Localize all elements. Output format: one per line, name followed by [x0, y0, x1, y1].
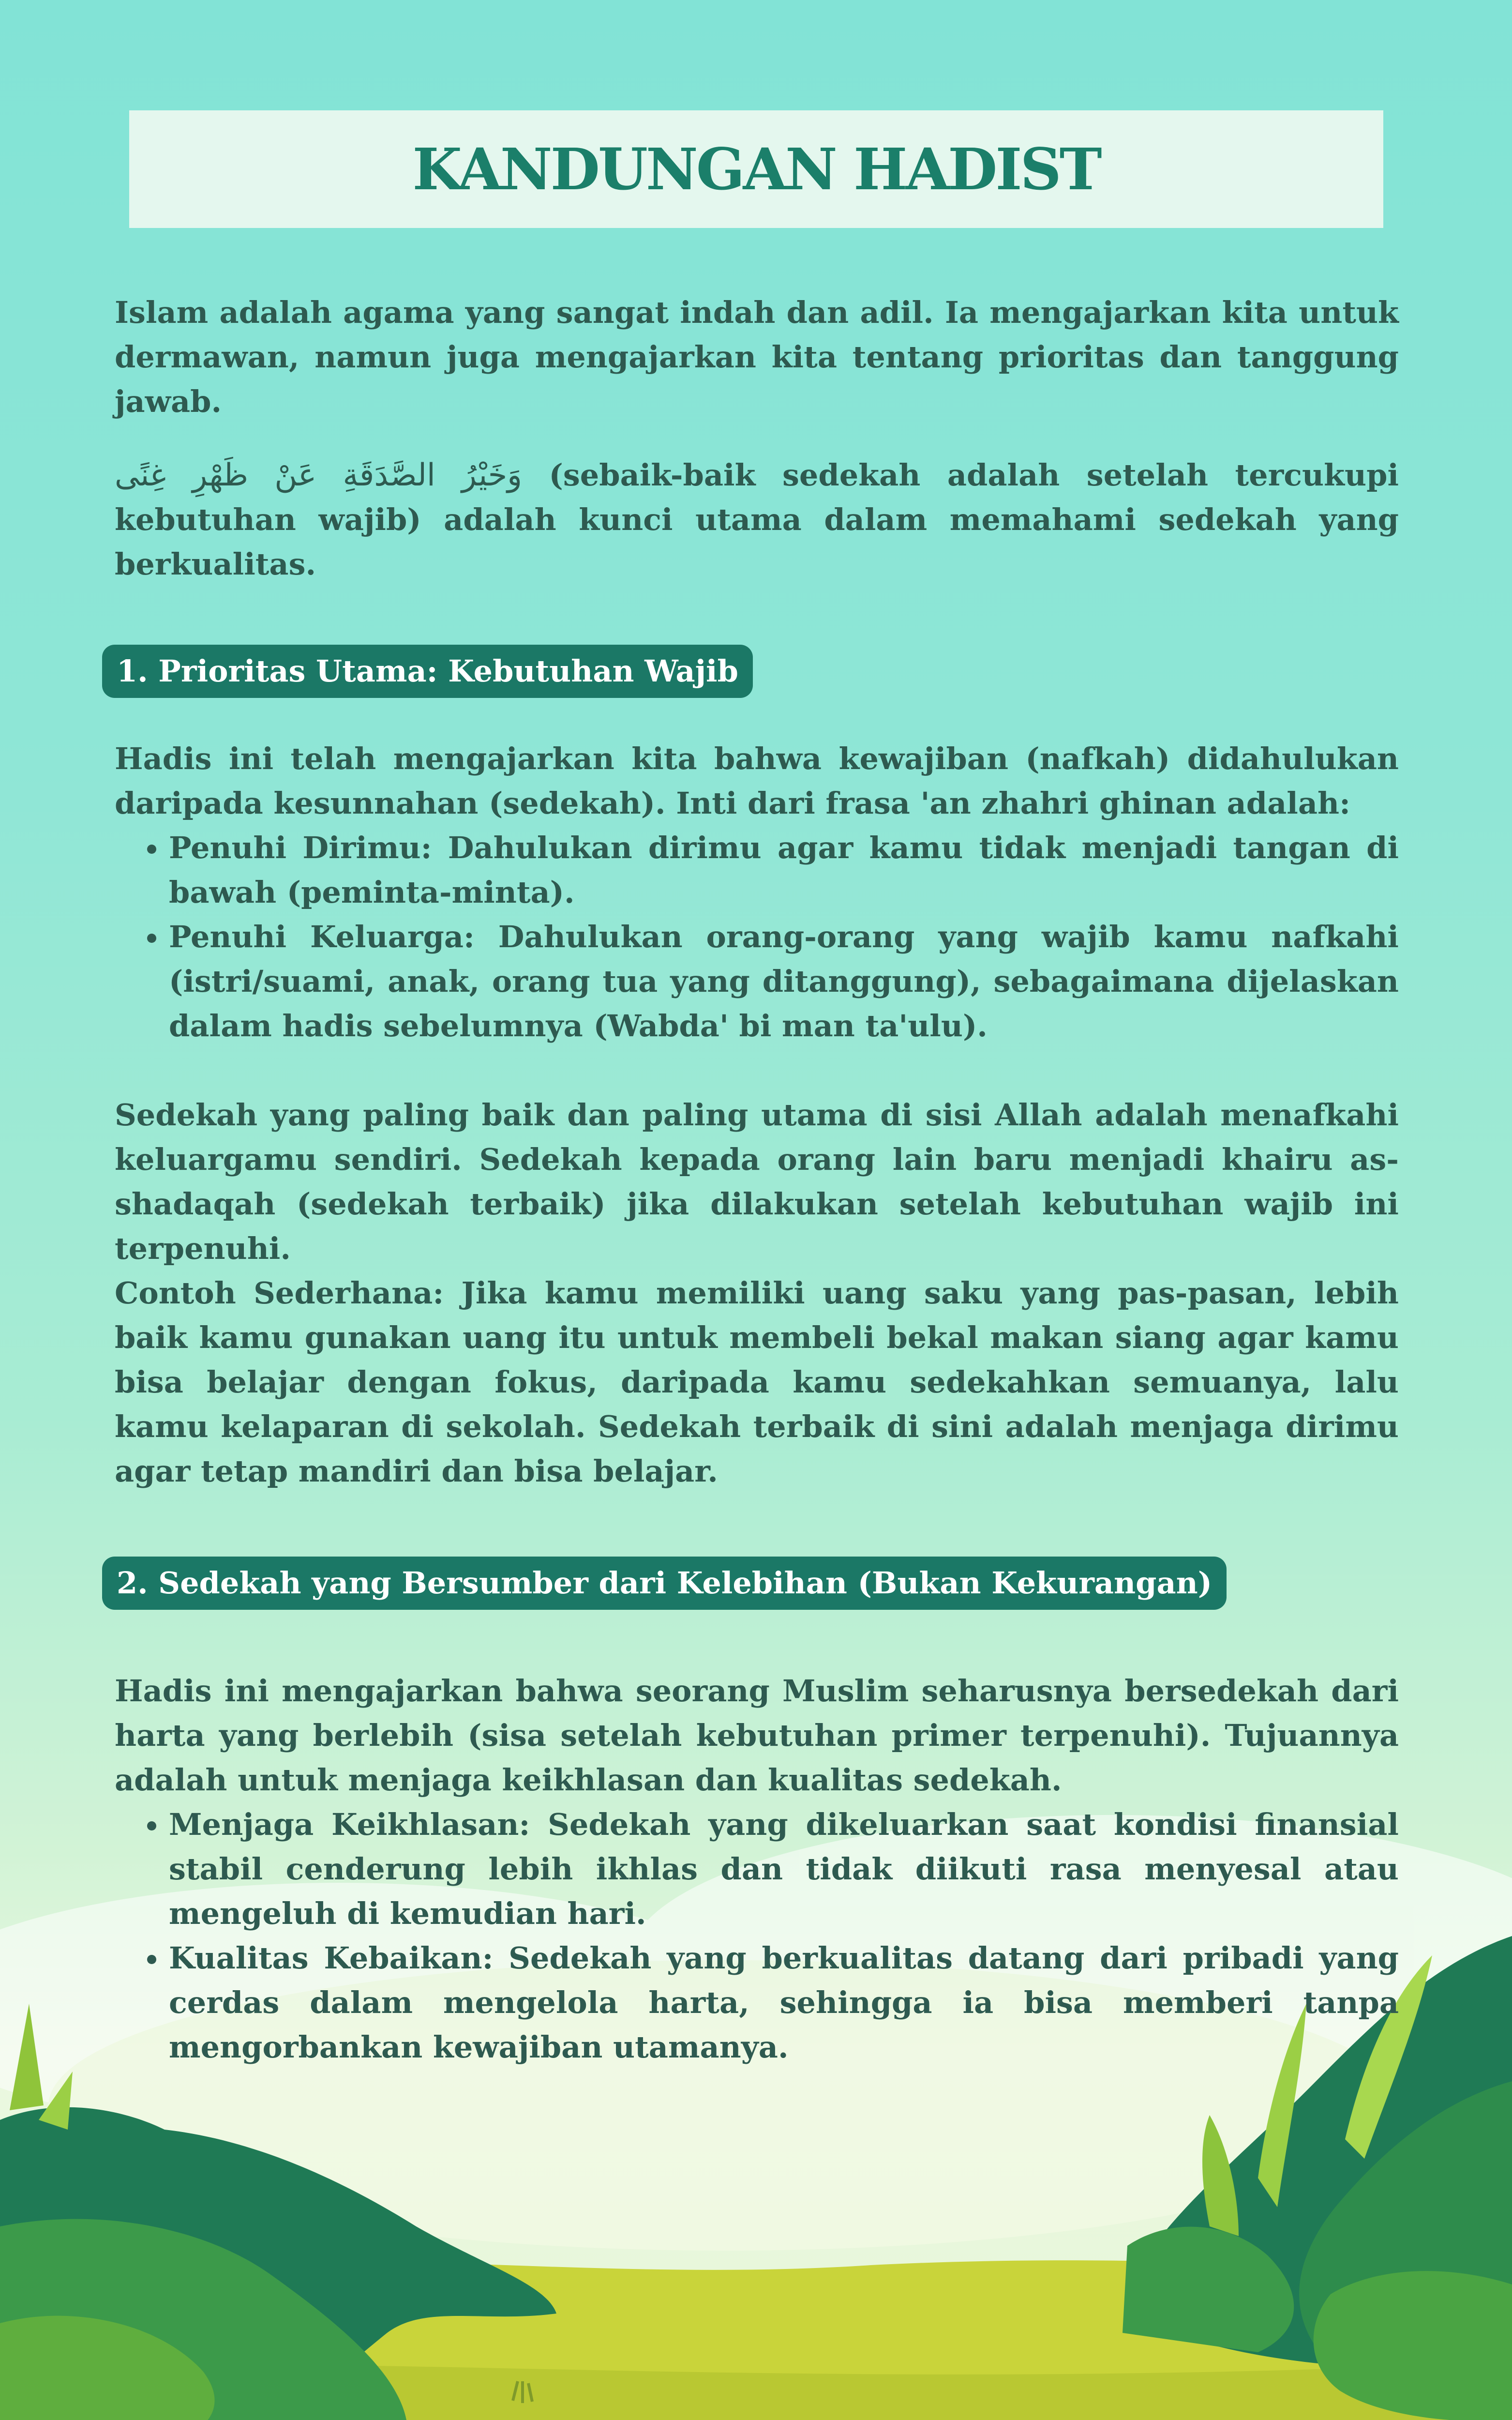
section-1-lead: Hadis ini telah mengajarkan kita bahwa kewajiban (nafkah) didahulukan daripada kesunnahan (sedekah). Inti dari frasa 'an zhahri ghinan adalah:	[115, 741, 1399, 821]
intro-paragraph: Islam adalah agama yang sangat indah dan adil. Ia mengajarkan kita untuk dermawan, namun juga mengajarkan kita tentang prioritas dan tanggung jawab.	[115, 295, 1399, 419]
section-2-bullet-list	[115, 1802, 1399, 2070]
section-1-heading: 1. Prioritas Utama: Kebutuhan Wajib	[102, 645, 753, 698]
content-area	[115, 290, 1399, 2070]
arabic-phrase: وَخَيْرُ الصَّدَقَةِ عَنْ ظَهْرِ غِنًى	[115, 457, 523, 493]
section-2-heading: 2. Sedekah yang Bersumber dari Kelebihan (Bukan Kekurangan)	[102, 1557, 1227, 1610]
section-1-example: Contoh Sederhana: Jika kamu memiliki uang saku yang pas-pasan, lebih baik kamu gunakan uang itu untuk membeli bekal makan siang agar kamu bisa belajar dengan fokus, daripada kamu sedekahkan semuanya, lalu kamu kelaparan di sekolah. Sedekah terbaik di sini adalah menjaga dirimu agar tetap mandiri dan bisa belajar.	[115, 1275, 1399, 1489]
arabic-translation: (sebaik-baik sedekah adalah setelah tercukupi kebutuhan wajib) adalah kunci utama dalam memahami sedekah yang berkualitas.	[115, 457, 1399, 582]
list-item: • Penuhi Dirimu: Dahulukan dirimu agar kamu tidak menjadi tangan di bawah (peminta-minta).	[169, 826, 1399, 915]
section-1-closing: Sedekah yang paling baik dan paling utama di sisi Allah adalah menafkahi keluargamu sendiri. Sedekah kepada orang lain baru menjadi khairu as-shadaqah (sedekah terbaik) jika dilakukan setelah kebutuhan wajib ini terpenuhi.	[115, 1097, 1399, 1266]
list-item: • Menjaga Keikhlasan: Sedekah yang dikeluarkan saat kondisi finansial stabil cenderung lebih ikhlas dan tidak diikuti rasa menyesal atau mengeluh di kemudian hari.	[169, 1802, 1399, 1936]
page-title: KANDUNGAN HADIST	[412, 136, 1100, 203]
section-2-lead: Hadis ini mengajarkan bahwa seorang Muslim seharusnya bersedekah dari harta yang berlebih (sisa setelah kebutuhan primer terpenuhi). Tujuannya adalah untuk menjaga keikhlasan dan kualitas sedekah.	[115, 1673, 1399, 1798]
title-banner	[129, 110, 1383, 228]
section-1-bullet-list	[115, 826, 1399, 1048]
list-item: • Penuhi Keluarga: Dahulukan orang-orang yang wajib kamu nafkahi (istri/suami, anak, orang tua yang ditanggung), sebagaimana dijelaskan dalam hadis sebelumnya (Wabda' bi man ta'ulu).	[169, 915, 1399, 1048]
intro-arabic-paragraph	[115, 453, 1399, 587]
list-item: • Kualitas Kebaikan: Sedekah yang berkualitas datang dari pribadi yang cerdas dalam mengelola harta, sehingga ia bisa memberi tanpa mengorbankan kewajiban utamanya.	[169, 1936, 1399, 2070]
